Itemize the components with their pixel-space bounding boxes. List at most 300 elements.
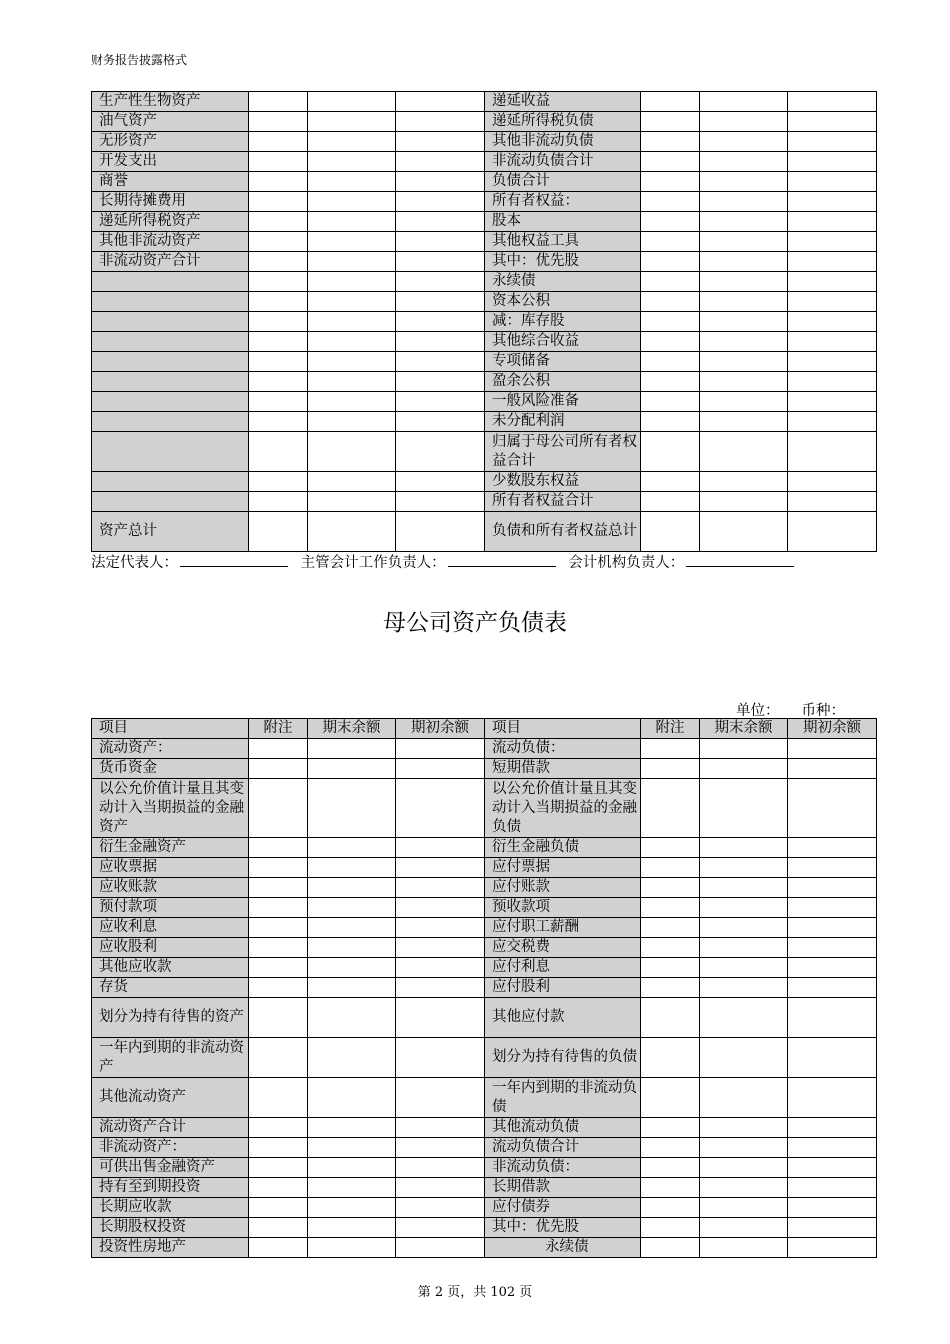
page-title: 母公司资产负债表 [383,610,567,636]
note-cell [249,1218,308,1238]
row-label-right: 其他权益工具 [485,232,641,252]
note-cell [249,152,308,172]
row-label-left: 非流动资产合计 [92,252,249,272]
closing-balance-cell [700,252,788,272]
note-cell [641,312,700,332]
row-label-right: 衍生金融负债 [485,838,641,858]
page-header: 财务报告披露格式 [91,53,188,67]
note-cell [641,392,700,412]
closing-balance-cell [700,152,788,172]
legal-rep-blank [180,552,288,567]
note-cell [249,858,308,878]
row-label-right: 永续债 [485,272,641,292]
closing-balance-cell [700,332,788,352]
closing-balance-cell [308,392,396,412]
note-cell [641,412,700,432]
row-label-left: 油气资产 [92,112,249,132]
closing-balance-cell [308,1118,396,1138]
closing-balance-cell [700,352,788,372]
note-cell [641,1118,700,1138]
row-label-right: 所有者权益： [485,192,641,212]
table-row [92,998,877,1038]
legal-rep-label: 法定代表人： [91,555,178,571]
opening-balance-cell [396,172,485,192]
note-cell [641,352,700,372]
opening-balance-cell [396,312,485,332]
row-label-right: 股本 [485,212,641,232]
note-cell [249,958,308,978]
opening-balance-cell [788,958,877,978]
closing-balance-cell [308,858,396,878]
closing-balance-cell [308,1238,396,1258]
closing-balance-cell [308,838,396,858]
closing-balance-cell [700,898,788,918]
closing-balance-cell [308,172,396,192]
opening-balance-cell [396,998,485,1038]
opening-balance-cell [396,252,485,272]
table-row [92,1218,877,1238]
header-item: 项目 [485,719,641,739]
table-row [92,192,877,212]
header-note: 附注 [641,719,700,739]
note-cell [641,152,700,172]
opening-balance-cell [788,92,877,112]
row-label-right: 减：库存股 [485,312,641,332]
parent-balance-sheet-table [91,718,877,1258]
row-label-right: 应付利息 [485,958,641,978]
closing-balance-cell [308,1078,396,1118]
closing-balance-cell [700,512,788,552]
note-cell [641,918,700,938]
opening-balance-cell [396,212,485,232]
row-label-left: 无形资产 [92,132,249,152]
row-label-left: 生产性生物资产 [92,92,249,112]
opening-balance-cell [396,1238,485,1258]
closing-balance-cell [700,918,788,938]
note-cell [249,412,308,432]
header-closing: 期末余额 [700,719,788,739]
row-label-left: 预付款项 [92,898,249,918]
table-row [92,1178,877,1198]
row-label-right: 递延收益 [485,92,641,112]
note-cell [641,1238,700,1258]
closing-balance-cell [308,918,396,938]
table-row [92,739,877,759]
opening-balance-cell [396,112,485,132]
note-cell [641,252,700,272]
row-label-left: 投资性房地产 [92,1238,249,1258]
closing-balance-cell [308,739,396,759]
note-cell [249,372,308,392]
opening-balance-cell [396,1078,485,1118]
note-cell [249,878,308,898]
closing-balance-cell [308,312,396,332]
header-note: 附注 [249,719,308,739]
closing-balance-cell [700,838,788,858]
row-label-left [92,332,249,352]
note-cell [641,372,700,392]
currency-label: 币种： [801,703,845,719]
opening-balance-cell [396,978,485,998]
note-cell [249,132,308,152]
note-cell [249,998,308,1038]
opening-balance-cell [396,739,485,759]
row-label-right: 负债和所有者权益总计 [485,512,641,552]
table-row [92,212,877,232]
note-cell [641,172,700,192]
opening-balance-cell [788,779,877,838]
opening-balance-cell [396,858,485,878]
opening-balance-cell [788,1218,877,1238]
closing-balance-cell [308,252,396,272]
opening-balance-cell [788,1078,877,1118]
table-row [92,858,877,878]
closing-balance-cell [700,1238,788,1258]
note-cell [249,352,308,372]
row-label-right: 其他应付款 [485,998,641,1038]
opening-balance-cell [396,759,485,779]
header-opening: 期初余额 [788,719,877,739]
note-cell [641,512,700,552]
note-cell [641,878,700,898]
note-cell [641,938,700,958]
closing-balance-cell [308,1138,396,1158]
row-label-left [92,272,249,292]
row-label-left [92,352,249,372]
note-cell [641,232,700,252]
row-label-right: 递延所得税负债 [485,112,641,132]
row-label-right: 非流动负债： [485,1158,641,1178]
opening-balance-cell [396,152,485,172]
row-label-right: 永续债 [485,1238,641,1258]
row-label-right: 资本公积 [485,292,641,312]
opening-balance-cell [788,1038,877,1078]
row-label-left [92,432,249,472]
closing-balance-cell [308,492,396,512]
closing-balance-cell [308,1178,396,1198]
row-label-right: 未分配利润 [485,412,641,432]
note-cell [249,432,308,472]
accounting-head-blank [448,552,556,567]
closing-balance-cell [700,779,788,838]
row-label-right: 流动负债合计 [485,1138,641,1158]
opening-balance-cell [788,878,877,898]
row-label-right: 长期借款 [485,1178,641,1198]
closing-balance-cell [308,432,396,472]
row-label-left [92,372,249,392]
row-label-right: 应付票据 [485,858,641,878]
row-label-left: 流动资产合计 [92,1118,249,1138]
closing-balance-cell [700,938,788,958]
opening-balance-cell [788,838,877,858]
row-label-left: 应收账款 [92,878,249,898]
opening-balance-cell [788,898,877,918]
table-row [92,472,877,492]
note-cell [249,192,308,212]
closing-balance-cell [308,472,396,492]
opening-balance-cell [396,1118,485,1138]
opening-balance-cell [788,938,877,958]
opening-balance-cell [396,878,485,898]
row-label-left: 资产总计 [92,512,249,552]
row-label-left [92,412,249,432]
note-cell [249,92,308,112]
closing-balance-cell [700,1178,788,1198]
note-cell [249,492,308,512]
opening-balance-cell [396,512,485,552]
table-row [92,1158,877,1178]
closing-balance-cell [700,292,788,312]
opening-balance-cell [396,492,485,512]
table-row [92,492,877,512]
opening-balance-cell [788,1238,877,1258]
closing-balance-cell [308,1218,396,1238]
table-header-row [92,719,877,739]
closing-balance-cell [308,412,396,432]
table-row [92,332,877,352]
opening-balance-cell [788,1198,877,1218]
row-label-right: 所有者权益合计 [485,492,641,512]
header-opening: 期初余额 [396,719,485,739]
row-label-left: 衍生金融资产 [92,838,249,858]
opening-balance-cell [396,1198,485,1218]
row-label-left: 划分为持有待售的资产 [92,998,249,1038]
row-label-right: 其他流动负债 [485,1118,641,1138]
row-label-right: 应付股利 [485,978,641,998]
opening-balance-cell [788,232,877,252]
closing-balance-cell [308,272,396,292]
table-row [92,292,877,312]
opening-balance-cell [788,998,877,1038]
opening-balance-cell [788,312,877,332]
opening-balance-cell [396,232,485,252]
note-cell [249,1038,308,1078]
row-label-right: 应付账款 [485,878,641,898]
row-label-left: 开发支出 [92,152,249,172]
closing-balance-cell [700,192,788,212]
row-label-left: 长期应收款 [92,1198,249,1218]
row-label-left: 长期待摊费用 [92,192,249,212]
note-cell [641,212,700,232]
note-cell [249,212,308,232]
closing-balance-cell [700,392,788,412]
table-row [92,1138,877,1158]
table-row [92,352,877,372]
table-row [92,252,877,272]
row-label-left [92,392,249,412]
row-label-right: 盈余公积 [485,372,641,392]
opening-balance-cell [396,1218,485,1238]
note-cell [641,1078,700,1118]
note-cell [249,472,308,492]
note-cell [249,272,308,292]
closing-balance-cell [700,998,788,1038]
row-label-left [92,492,249,512]
row-label-left: 一年内到期的非流动资产 [92,1038,249,1078]
row-label-right: 其中：优先股 [485,1218,641,1238]
closing-balance-cell [700,412,788,432]
opening-balance-cell [396,1158,485,1178]
row-label-right: 其他非流动负债 [485,132,641,152]
table-row [92,1238,877,1258]
note-cell [641,272,700,292]
opening-balance-cell [788,132,877,152]
closing-balance-cell [308,92,396,112]
opening-balance-cell [788,1138,877,1158]
opening-balance-cell [788,1158,877,1178]
note-cell [249,1178,308,1198]
closing-balance-cell [700,272,788,292]
opening-balance-cell [788,272,877,292]
note-cell [249,898,308,918]
row-label-right: 应付债券 [485,1198,641,1218]
note-cell [641,112,700,132]
row-label-right: 少数股东权益 [485,472,641,492]
opening-balance-cell [396,332,485,352]
closing-balance-cell [700,372,788,392]
closing-balance-cell [308,1198,396,1218]
closing-balance-cell [308,132,396,152]
opening-balance-cell [396,472,485,492]
closing-balance-cell [308,152,396,172]
opening-balance-cell [396,958,485,978]
closing-balance-cell [308,759,396,779]
note-cell [249,838,308,858]
note-cell [249,779,308,838]
note-cell [641,858,700,878]
note-cell [641,132,700,152]
opening-balance-cell [396,938,485,958]
opening-balance-cell [788,112,877,132]
closing-balance-cell [700,1158,788,1178]
opening-balance-cell [788,332,877,352]
row-label-right: 应交税费 [485,938,641,958]
table-row [92,938,877,958]
opening-balance-cell [396,1178,485,1198]
closing-balance-cell [308,232,396,252]
closing-balance-cell [700,132,788,152]
closing-balance-cell [700,172,788,192]
note-cell [641,1138,700,1158]
row-label-left: 可供出售金融资产 [92,1158,249,1178]
table-row [92,112,877,132]
closing-balance-cell [700,958,788,978]
row-label-left: 存货 [92,978,249,998]
note-cell [249,232,308,252]
row-label-left: 以公允价值计量且其变动计入当期损益的金融资产 [92,779,249,838]
closing-balance-cell [700,232,788,252]
closing-balance-cell [308,292,396,312]
row-label-right: 划分为持有待售的负债 [485,1038,641,1078]
note-cell [249,392,308,412]
opening-balance-cell [396,432,485,472]
note-cell [249,1138,308,1158]
table-row [92,412,877,432]
row-label-left [92,292,249,312]
row-label-right: 一般风险准备 [485,392,641,412]
closing-balance-cell [308,878,396,898]
note-cell [249,112,308,132]
note-cell [641,739,700,759]
note-cell [249,978,308,998]
note-cell [249,512,308,552]
row-label-right: 专项储备 [485,352,641,372]
closing-balance-cell [700,1138,788,1158]
closing-balance-cell [308,998,396,1038]
row-label-right: 以公允价值计量且其变动计入当期损益的金融负债 [485,779,641,838]
table-row [92,838,877,858]
closing-balance-cell [700,472,788,492]
table-row [92,1078,877,1118]
closing-balance-cell [700,1078,788,1118]
table-row [92,392,877,412]
closing-balance-cell [308,938,396,958]
opening-balance-cell [788,858,877,878]
closing-balance-cell [308,958,396,978]
row-label-left: 其他流动资产 [92,1078,249,1118]
opening-balance-cell [396,1138,485,1158]
closing-balance-cell [700,92,788,112]
note-cell [249,332,308,352]
note-cell [641,472,700,492]
note-cell [249,312,308,332]
row-label-right: 一年内到期的非流动负债 [485,1078,641,1118]
opening-balance-cell [788,292,877,312]
table-row [92,312,877,332]
opening-balance-cell [396,1038,485,1078]
opening-balance-cell [396,272,485,292]
note-cell [641,759,700,779]
opening-balance-cell [396,132,485,152]
note-cell [641,838,700,858]
row-label-right: 非流动负债合计 [485,152,641,172]
header-closing: 期末余额 [308,719,396,739]
closing-balance-cell [700,878,788,898]
opening-balance-cell [396,838,485,858]
opening-balance-cell [788,739,877,759]
opening-balance-cell [788,492,877,512]
closing-balance-cell [308,1038,396,1078]
note-cell [249,1158,308,1178]
row-label-left: 应收票据 [92,858,249,878]
header-item: 项目 [92,719,249,739]
opening-balance-cell [788,512,877,552]
closing-balance-cell [700,212,788,232]
note-cell [249,918,308,938]
table-row [92,152,877,172]
page-footer: 第 2 页，共 102 页 [417,1285,533,1300]
row-label-right: 流动负债： [485,739,641,759]
table-row [92,779,877,838]
table-row [92,372,877,392]
closing-balance-cell [308,779,396,838]
row-label-left: 应收利息 [92,918,249,938]
opening-balance-cell [788,432,877,472]
table-row [92,132,877,152]
note-cell [641,998,700,1038]
table-row [92,1198,877,1218]
unit-label: 单位： [736,703,780,719]
table-row [92,232,877,252]
note-cell [249,1078,308,1118]
opening-balance-cell [788,172,877,192]
table-row [92,918,877,938]
row-label-right: 负债合计 [485,172,641,192]
opening-balance-cell [788,372,877,392]
row-label-left: 递延所得税资产 [92,212,249,232]
note-cell [641,92,700,112]
note-cell [249,1238,308,1258]
